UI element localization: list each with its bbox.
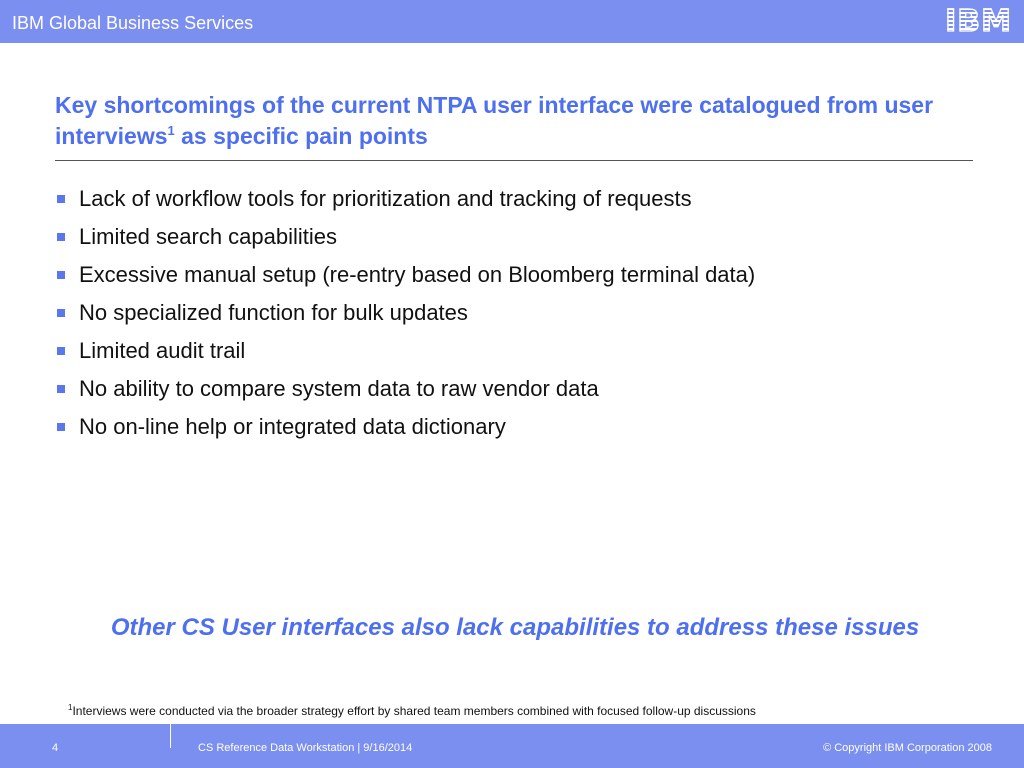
square-bullet-icon (57, 195, 65, 203)
bullet-text: Excessive manual setup (re-entry based on Bloomberg terminal data) (79, 262, 756, 287)
bullet-list (57, 184, 755, 450)
bullet-text: Limited search capabilities (79, 224, 338, 249)
square-bullet-icon (57, 309, 65, 317)
slide-title-footnote-marker: 1 (167, 123, 175, 138)
bullet-item (57, 412, 755, 450)
footer-divider (170, 724, 171, 748)
footnote-marker: 1 (68, 703, 73, 712)
slide-title-text-end: as specific pain points (174, 123, 428, 149)
callout-text: Other CS User interfaces also lack capabilities to address these issues (110, 614, 920, 641)
square-bullet-icon (57, 271, 65, 279)
footnote (68, 704, 756, 718)
bullet-item (57, 374, 755, 412)
copyright-text: © Copyright IBM Corporation 2008 (823, 742, 992, 754)
slide-title (55, 90, 975, 152)
square-bullet-icon (57, 385, 65, 393)
ibm-logo: IBM (945, 4, 1012, 39)
bullet-text: No ability to compare system data to raw vendor data (79, 376, 599, 401)
bullet-item (57, 336, 755, 374)
square-bullet-icon (57, 233, 65, 241)
bullet-text: Lack of workflow tools for prioritization and tracking of requests (79, 186, 692, 211)
square-bullet-icon (57, 347, 65, 355)
page-number: 4 (52, 742, 59, 754)
footer-text: CS Reference Data Workstation | 9/16/2014 (198, 742, 413, 754)
bullet-text: Limited audit trail (79, 338, 246, 363)
title-divider (55, 160, 973, 161)
slide-title-text: Key shortcomings of the current NTPA user interface were catalogued from user interviews (55, 92, 934, 149)
bullet-item (57, 298, 755, 336)
bullet-item (57, 260, 755, 298)
bullet-item (57, 184, 755, 222)
footer-bar (0, 724, 1024, 768)
footnote-text: Interviews were conducted via the broader strategy effort by shared team members combined with focused follow-up discussions (72, 704, 756, 718)
header-bar (0, 0, 1024, 43)
header-title: IBM Global Business Services (12, 13, 254, 33)
bullet-text: No specialized function for bulk updates (79, 300, 468, 325)
bullet-item (57, 222, 755, 260)
bullet-text: No on-line help or integrated data dictionary (79, 414, 506, 439)
square-bullet-icon (57, 423, 65, 431)
